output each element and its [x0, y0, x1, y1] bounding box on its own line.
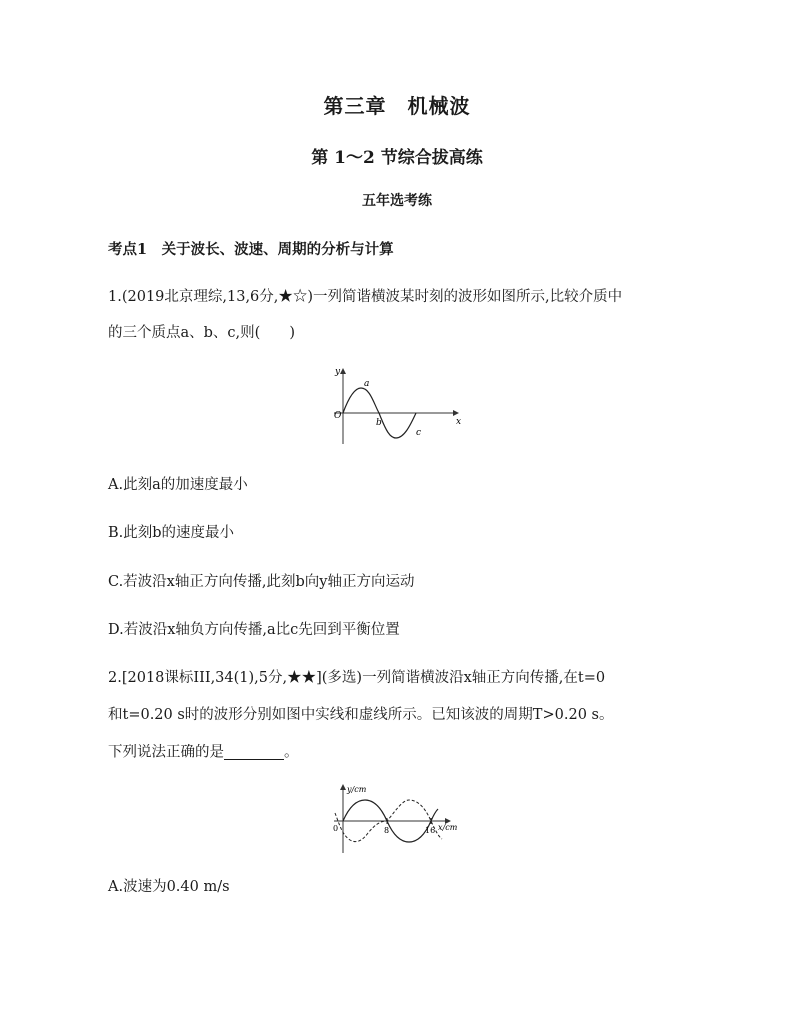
q1-origin-label: O — [334, 411, 342, 421]
q1-y-label: y — [335, 367, 341, 377]
q2-tick-label-16: 16 — [425, 826, 436, 835]
q2-tick-label-0: 0 — [333, 824, 339, 833]
q1-y-axis-arrow — [340, 368, 346, 374]
q2-stem-line1: 2.[2018课标III,34(1),5分,★★](多选)一列简谐横波沿x轴正方向传播,在t=0 — [108, 670, 606, 686]
q2-stem-end: 。 — [284, 744, 299, 761]
q2-x-label: x/cm — [438, 823, 458, 832]
q2-y-label: y/cm — [347, 785, 367, 794]
q2-stem-line2: 和t=0.20 s时的波形分别如图中实线和虚线所示。已知该波的周期T>0.20 s。 — [108, 707, 614, 723]
q2-answer-blank — [224, 745, 284, 760]
q2-stem-text: 下列说法正确的是 — [108, 744, 224, 761]
q1-point-a: a — [364, 379, 370, 389]
q1-x-label: x — [456, 417, 462, 427]
q1-wave-figure — [326, 366, 466, 446]
section-title: 第 1～2 节综合拔高练 — [311, 148, 483, 168]
q1-stem-line2: 的三个质点a、b、c,则( ) — [108, 325, 295, 341]
q1-option-b: B.此刻b的速度最小 — [108, 525, 235, 541]
subsection-title: 五年选考练 — [362, 193, 432, 209]
q1-option-d: D.若波沿x轴负方向传播,a比c先回到平衡位置 — [108, 622, 400, 638]
q2-stem-line3 — [108, 745, 299, 760]
q1-x-axis-arrow — [453, 410, 459, 416]
q2-y-axis-arrow — [340, 784, 346, 790]
q2-tick-label-8: 8 — [384, 826, 390, 835]
q1-option-c: C.若波沿x轴正方向传播,此刻b向y轴正方向运动 — [108, 574, 415, 590]
q1-option-a: A.此刻a的加速度最小 — [108, 477, 248, 493]
q1-stem-line1: 1.(2019北京理综,13,6分,★☆)一列简谐横波某时刻的波形如图所示,比较介质中 — [108, 289, 623, 305]
q2-option-a: A.波速为0.40 m/s — [108, 879, 230, 895]
q2-wave-figure — [330, 783, 470, 855]
topic-heading: 考点1 关于波长、波速、周期的分析与计算 — [108, 241, 394, 258]
q1-point-b: b — [376, 418, 382, 428]
chapter-title: 第三章 机械波 — [323, 94, 471, 118]
q1-point-c: c — [416, 428, 422, 438]
